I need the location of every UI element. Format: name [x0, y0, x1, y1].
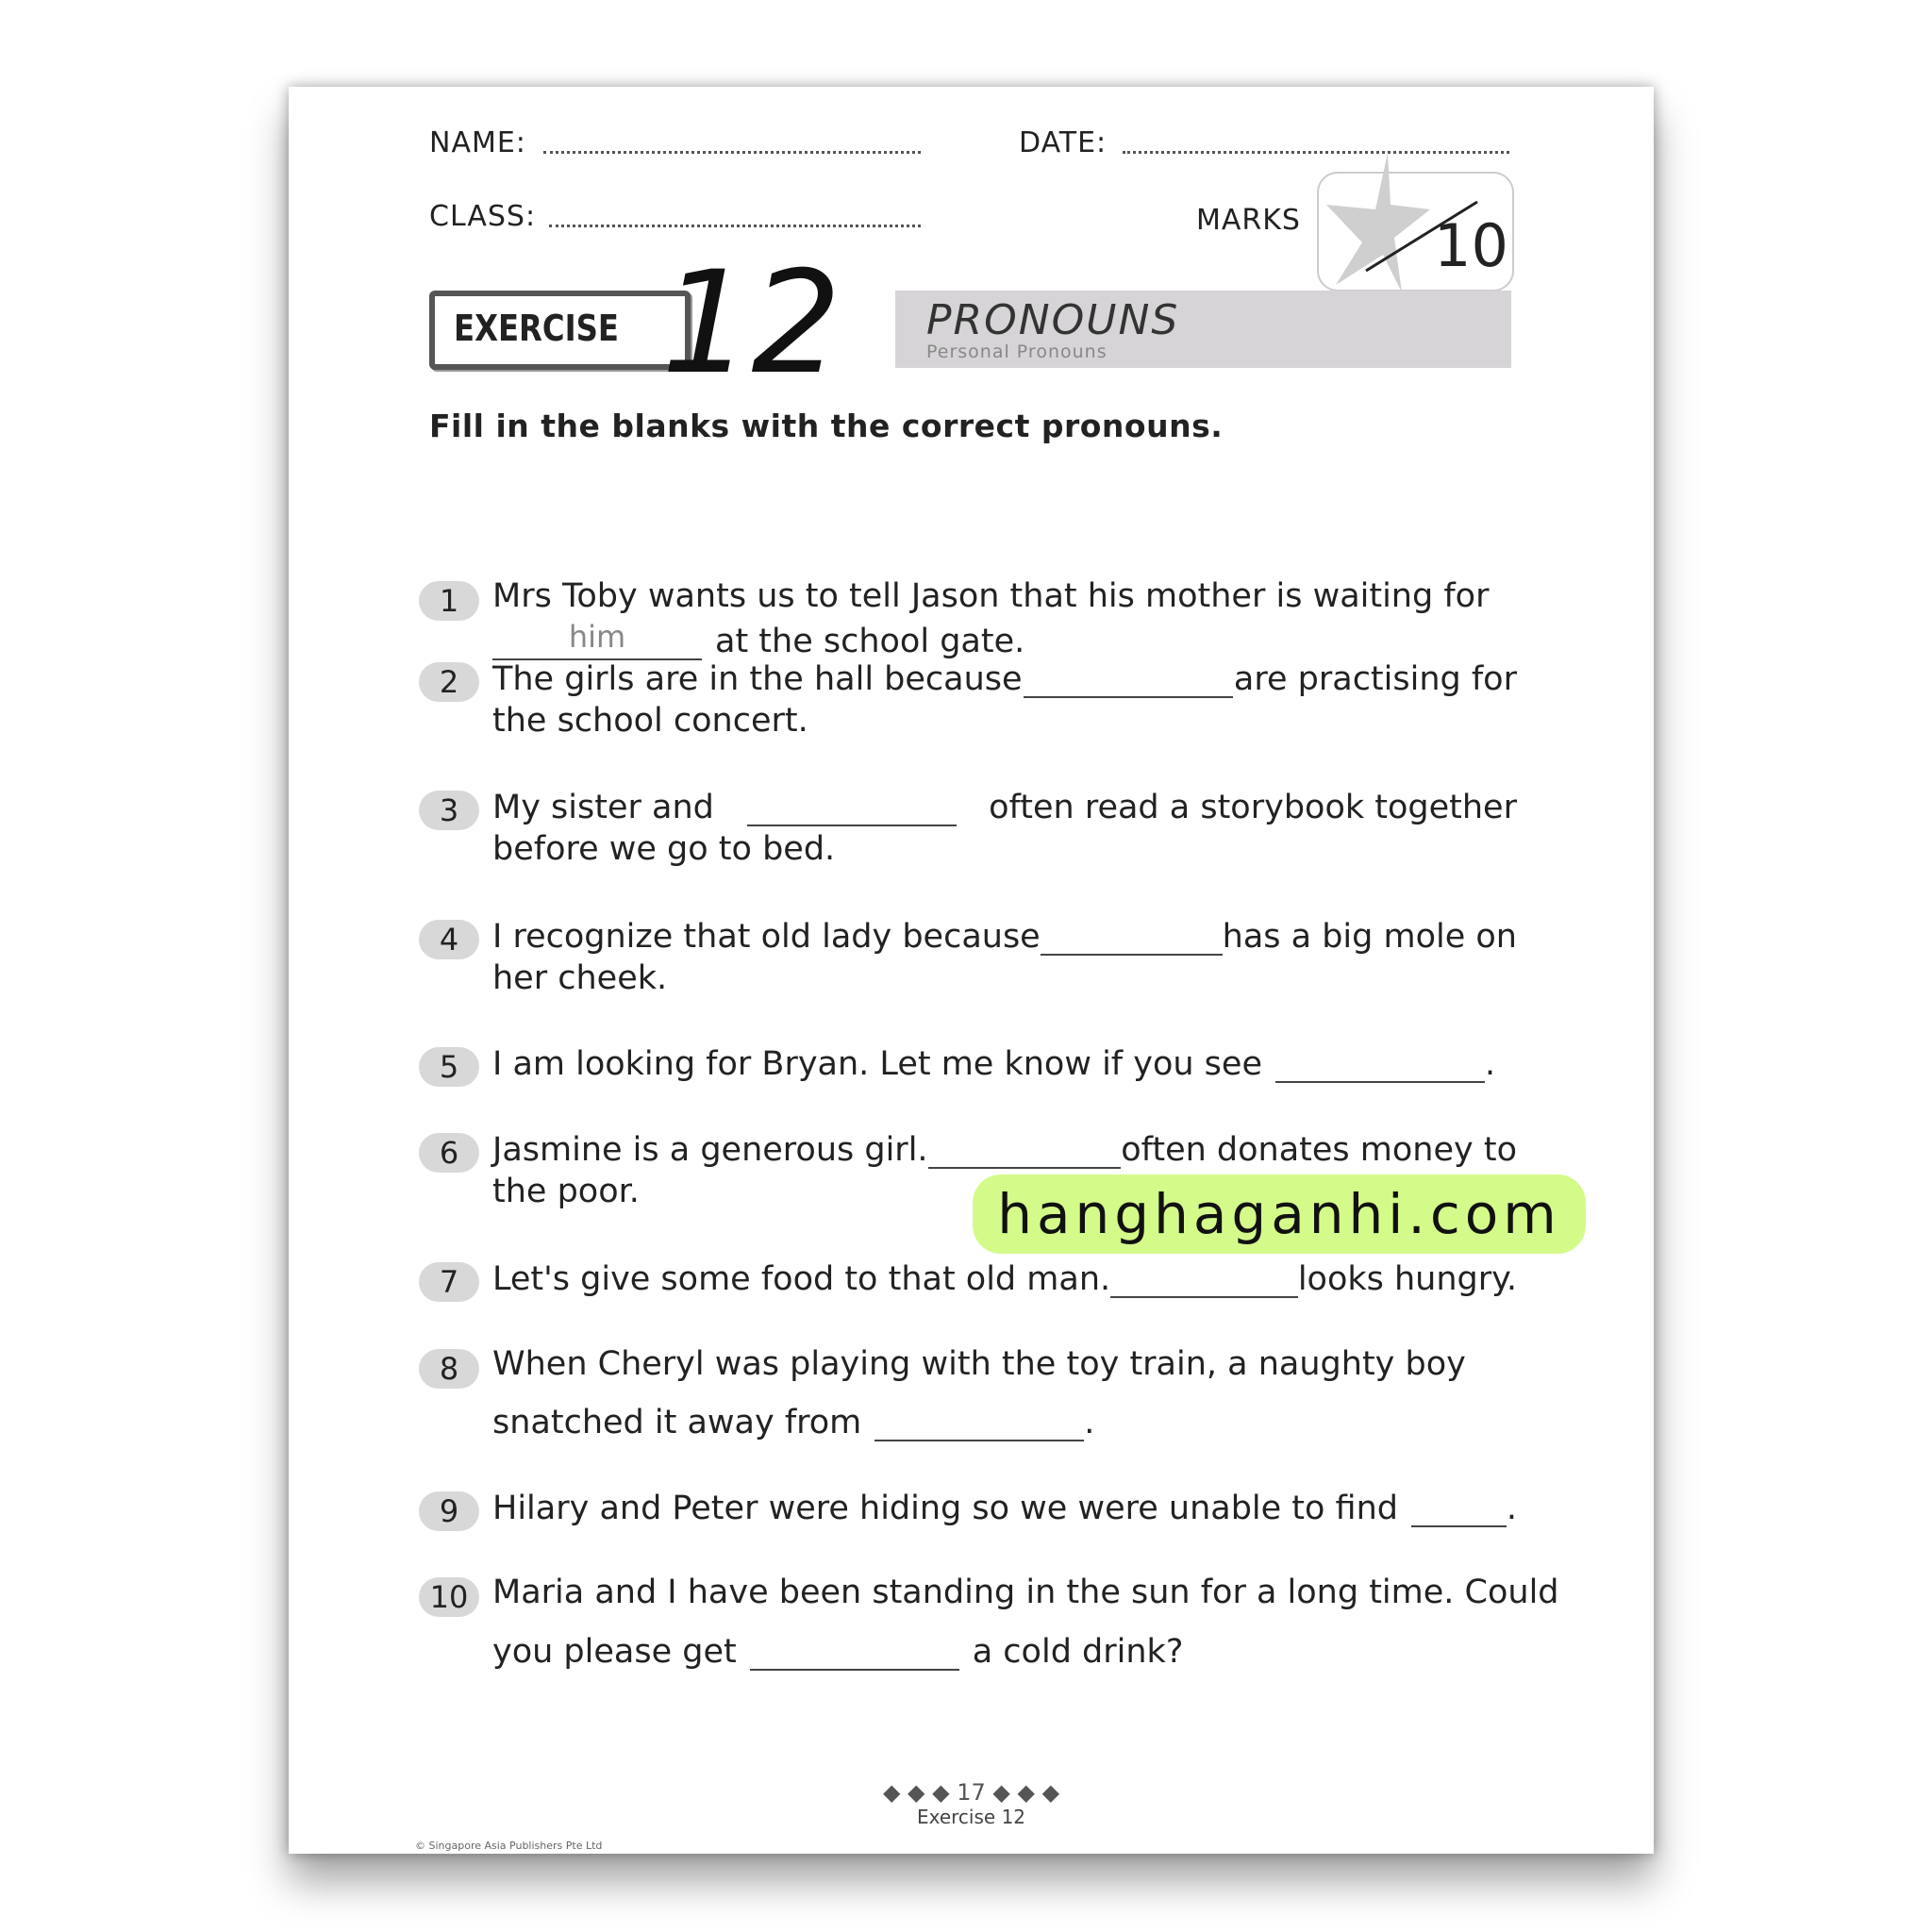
question-number: 10	[419, 1577, 479, 1617]
question-line	[492, 1488, 1517, 1527]
question-text: you please get	[492, 1633, 737, 1671]
question-text: her cheek.	[492, 959, 668, 997]
instructions: Fill in the blanks with the correct pronouns.	[429, 408, 1224, 444]
ornament-left: ◆ ◆ ◆	[882, 1779, 958, 1806]
answer-blank[interactable]	[747, 787, 957, 826]
marks-total: 10	[1434, 211, 1508, 280]
answer-blank[interactable]	[1110, 1258, 1298, 1298]
question-text: My sister and	[492, 789, 714, 826]
answer-blank[interactable]	[1041, 916, 1223, 956]
question-number: 9	[419, 1491, 479, 1531]
question-text: I recognize that old lady because	[492, 918, 1041, 956]
question-text: are practising for	[1233, 660, 1517, 698]
question-number: 6	[419, 1133, 479, 1173]
answer-blank[interactable]	[928, 1129, 1122, 1169]
question-number: 3	[419, 791, 479, 830]
topic-banner	[895, 291, 1511, 368]
question-text: snatched it away from	[492, 1404, 862, 1441]
question-number: 7	[419, 1262, 479, 1302]
question-text: Mrs Toby wants us to tell Jason that his mother is waiting for	[492, 577, 1490, 615]
question-text: Hilary and Peter were hiding so we were unable to find	[492, 1490, 1399, 1527]
question-text: When Cheryl was playing with the toy train, a naughty boy	[492, 1345, 1466, 1383]
question-text: Let's give some food to that old man.	[492, 1260, 1111, 1298]
question-text: often donates money to	[1121, 1131, 1517, 1169]
worksheet-page	[289, 87, 1654, 1854]
question-text: at the school gate.	[715, 623, 1025, 660]
class-field[interactable]	[549, 225, 921, 227]
question-line	[492, 1129, 1517, 1169]
question-line	[492, 1631, 1517, 1671]
exercise-number: 12	[661, 242, 841, 406]
question-line	[492, 830, 1517, 868]
question-text: .	[1484, 1045, 1496, 1083]
answer-blank[interactable]	[1024, 658, 1233, 698]
question-number: 2	[419, 662, 479, 702]
watermark-badge	[973, 1174, 1586, 1254]
question-text: has a big mole on	[1222, 918, 1517, 956]
date-label: DATE:	[1019, 126, 1108, 159]
question-line	[492, 1574, 1559, 1611]
exercise-reference: Exercise 12	[916, 1806, 1026, 1828]
question-line	[492, 1258, 1517, 1298]
page-number-value: 17	[957, 1779, 986, 1806]
question-text: .	[1506, 1490, 1517, 1527]
question-text: the school concert.	[492, 702, 808, 740]
question-text: before we go to bed.	[492, 830, 836, 868]
name-label: NAME:	[429, 126, 526, 159]
answer-blank[interactable]	[1411, 1488, 1507, 1527]
question-line	[492, 959, 1517, 997]
question-number: 4	[419, 920, 479, 959]
answer-blank[interactable]	[1275, 1043, 1485, 1083]
question-text: the poor.	[492, 1173, 640, 1210]
topic-title: PRONOUNS	[926, 296, 1180, 344]
question-text: The girls are in the hall because	[492, 660, 1023, 698]
exercise-label: EXERCISE	[454, 308, 619, 349]
question-number: 5	[419, 1047, 479, 1087]
question-line	[492, 916, 1517, 956]
question-line	[492, 1043, 1517, 1083]
question-line	[492, 621, 1517, 660]
question-text: .	[1084, 1404, 1095, 1441]
watermark-text: hanghaganhi.com	[997, 1182, 1561, 1246]
class-label: CLASS:	[429, 200, 537, 233]
answer-text: him	[568, 619, 626, 655]
question-number: 1	[419, 581, 479, 621]
ornament-right: ◆ ◆ ◆	[985, 1779, 1060, 1806]
copyright: © Singapore Asia Publishers Pte Ltd	[415, 1840, 603, 1852]
marks-label: MARKS	[1196, 204, 1301, 237]
answer-blank[interactable]	[874, 1402, 1084, 1441]
question-text: a cold drink?	[972, 1633, 1184, 1671]
page-number	[289, 1779, 1654, 1806]
exercise-badge	[429, 291, 691, 370]
topic-subtitle: Personal Pronouns	[926, 341, 1108, 362]
question-text: looks hungry.	[1297, 1260, 1517, 1298]
question-line	[492, 577, 1517, 615]
question-line	[492, 1402, 1517, 1441]
name-field[interactable]	[543, 151, 921, 154]
question-text: Jasmine is a generous girl.	[492, 1131, 928, 1169]
answer-blank[interactable]	[492, 621, 702, 660]
answer-blank[interactable]	[750, 1631, 959, 1671]
question-text: often read a storybook together	[989, 789, 1517, 826]
question-text: I am looking for Bryan. Let me know if you see	[492, 1045, 1262, 1083]
question-text: Maria and I have been standing in the sun for a long time. Could	[492, 1574, 1559, 1611]
question-line	[492, 658, 1517, 698]
question-line	[492, 1345, 1517, 1383]
question-number: 8	[419, 1349, 479, 1389]
question-line	[492, 702, 1517, 740]
question-line	[492, 787, 1517, 826]
